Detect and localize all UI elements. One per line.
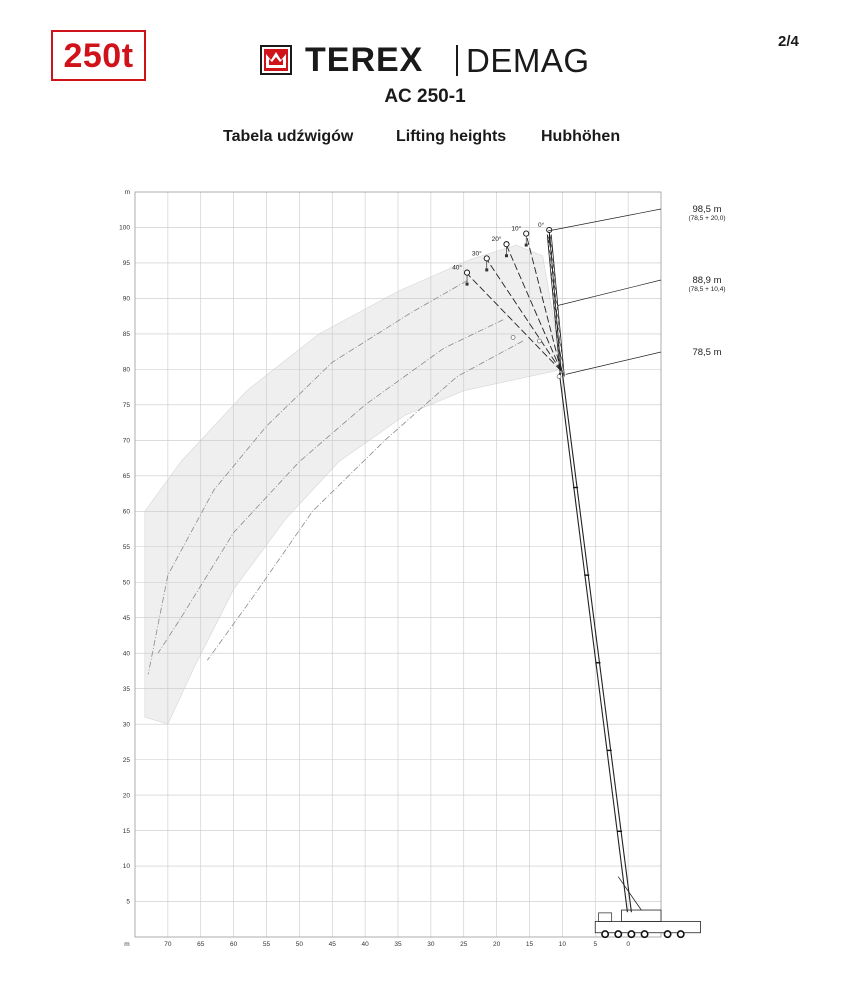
height-sublabel: (78,5 + 10,4) (688, 286, 726, 293)
heading-polish: Tabela udźwigów (223, 128, 354, 145)
x-tick-label: 5 (593, 941, 598, 948)
brand-separator (456, 45, 458, 76)
y-tick-label: 60 (122, 508, 130, 516)
brand-name-demag: DEMAG (466, 42, 590, 79)
y-tick-label: 35 (122, 685, 130, 693)
y-tick-label: 75 (122, 402, 130, 410)
jib-angle-label: 10° (511, 225, 522, 233)
crane-wheel (615, 931, 621, 937)
hook-block (466, 283, 469, 286)
y-tick-label: 5 (126, 898, 130, 906)
annotation-leader (558, 280, 661, 306)
jib-angle-label: 30° (471, 250, 482, 258)
crane-wheel (602, 931, 608, 937)
y-tick-label: 90 (122, 295, 130, 303)
y-tick-label: 30 (122, 721, 130, 729)
y-tick-label: 50 (122, 579, 130, 587)
jib-head-sheave (464, 270, 469, 275)
x-tick-label: 70 (164, 941, 172, 948)
crane-wheel (678, 931, 684, 937)
y-tick-label: 25 (122, 756, 130, 764)
x-tick-label: 15 (525, 941, 534, 948)
tonnage-badge (51, 30, 146, 81)
height-label: 78,5 m (692, 347, 722, 358)
hook-block (525, 244, 528, 247)
x-tick-label: 30 (427, 941, 435, 948)
crane-cab (599, 913, 612, 922)
x-tick-label: 20 (493, 941, 501, 948)
height-label: 98,5 m (692, 204, 722, 215)
brand-name-terex: TEREX (305, 41, 424, 79)
range-envelope (145, 245, 563, 724)
x-tick-label: 65 (197, 941, 205, 948)
x-tick-label: 50 (295, 941, 303, 948)
y-tick-label: 45 (122, 614, 130, 622)
jib-angle-label: 40° (452, 264, 463, 272)
crane-carrier (595, 921, 700, 932)
x-tick-label: 60 (230, 941, 238, 948)
x-tick-label: 0 (626, 941, 630, 948)
y-unit-label: m (124, 189, 130, 196)
tonnage-badge-label: 250t (63, 37, 134, 75)
hook-block (548, 240, 551, 243)
jib-angle-label: 20° (491, 236, 502, 244)
y-tick-label: 55 (122, 543, 130, 551)
hook-block (485, 268, 488, 271)
annotation-leader (566, 352, 661, 374)
crane-wheel (641, 931, 647, 937)
crane-wheel (628, 931, 634, 937)
height-sublabel: (78,5 + 20,0) (688, 215, 726, 222)
y-tick-label: 20 (122, 792, 130, 800)
x-unit-label: m (124, 941, 130, 948)
y-tick-label: 65 (122, 473, 130, 481)
y-tick-label: 70 (122, 437, 130, 445)
lifting-height-chart (110, 185, 760, 950)
heading-english: Lifting heights (396, 128, 507, 145)
jib-head-sheave (547, 227, 552, 232)
jib-head-sheave (504, 242, 509, 247)
x-tick-label: 25 (460, 941, 468, 948)
y-tick-label: 40 (122, 650, 130, 658)
brand-logo (260, 41, 600, 79)
heading-german: Hubhöhen (541, 128, 621, 145)
y-tick-label: 80 (122, 366, 130, 374)
x-tick-label: 40 (361, 941, 369, 948)
jib-head-sheave (484, 256, 489, 261)
page-number: 2/4 (778, 33, 799, 50)
x-tick-label: 10 (558, 941, 566, 948)
y-tick-label: 15 (122, 827, 130, 835)
y-tick-label: 10 (122, 863, 130, 871)
x-tick-label: 45 (328, 941, 336, 948)
y-tick-label: 100 (119, 224, 130, 232)
jib-head-sheave (524, 231, 529, 236)
reference-point (557, 374, 561, 378)
reference-point (537, 339, 541, 343)
luffing-cylinder (618, 877, 641, 910)
y-tick-label: 85 (122, 331, 130, 339)
crown-logo-icon (260, 45, 292, 75)
y-tick-label: 95 (122, 260, 130, 268)
jib-angle-label: 0° (538, 222, 545, 230)
x-tick-label: 35 (394, 941, 402, 948)
x-tick-label: 55 (262, 941, 271, 948)
crane-wheel (664, 931, 670, 937)
reference-point (511, 335, 515, 339)
model-title: AC 250-1 (384, 86, 466, 107)
height-label: 88,9 m (692, 275, 722, 286)
hook-block (505, 254, 508, 257)
